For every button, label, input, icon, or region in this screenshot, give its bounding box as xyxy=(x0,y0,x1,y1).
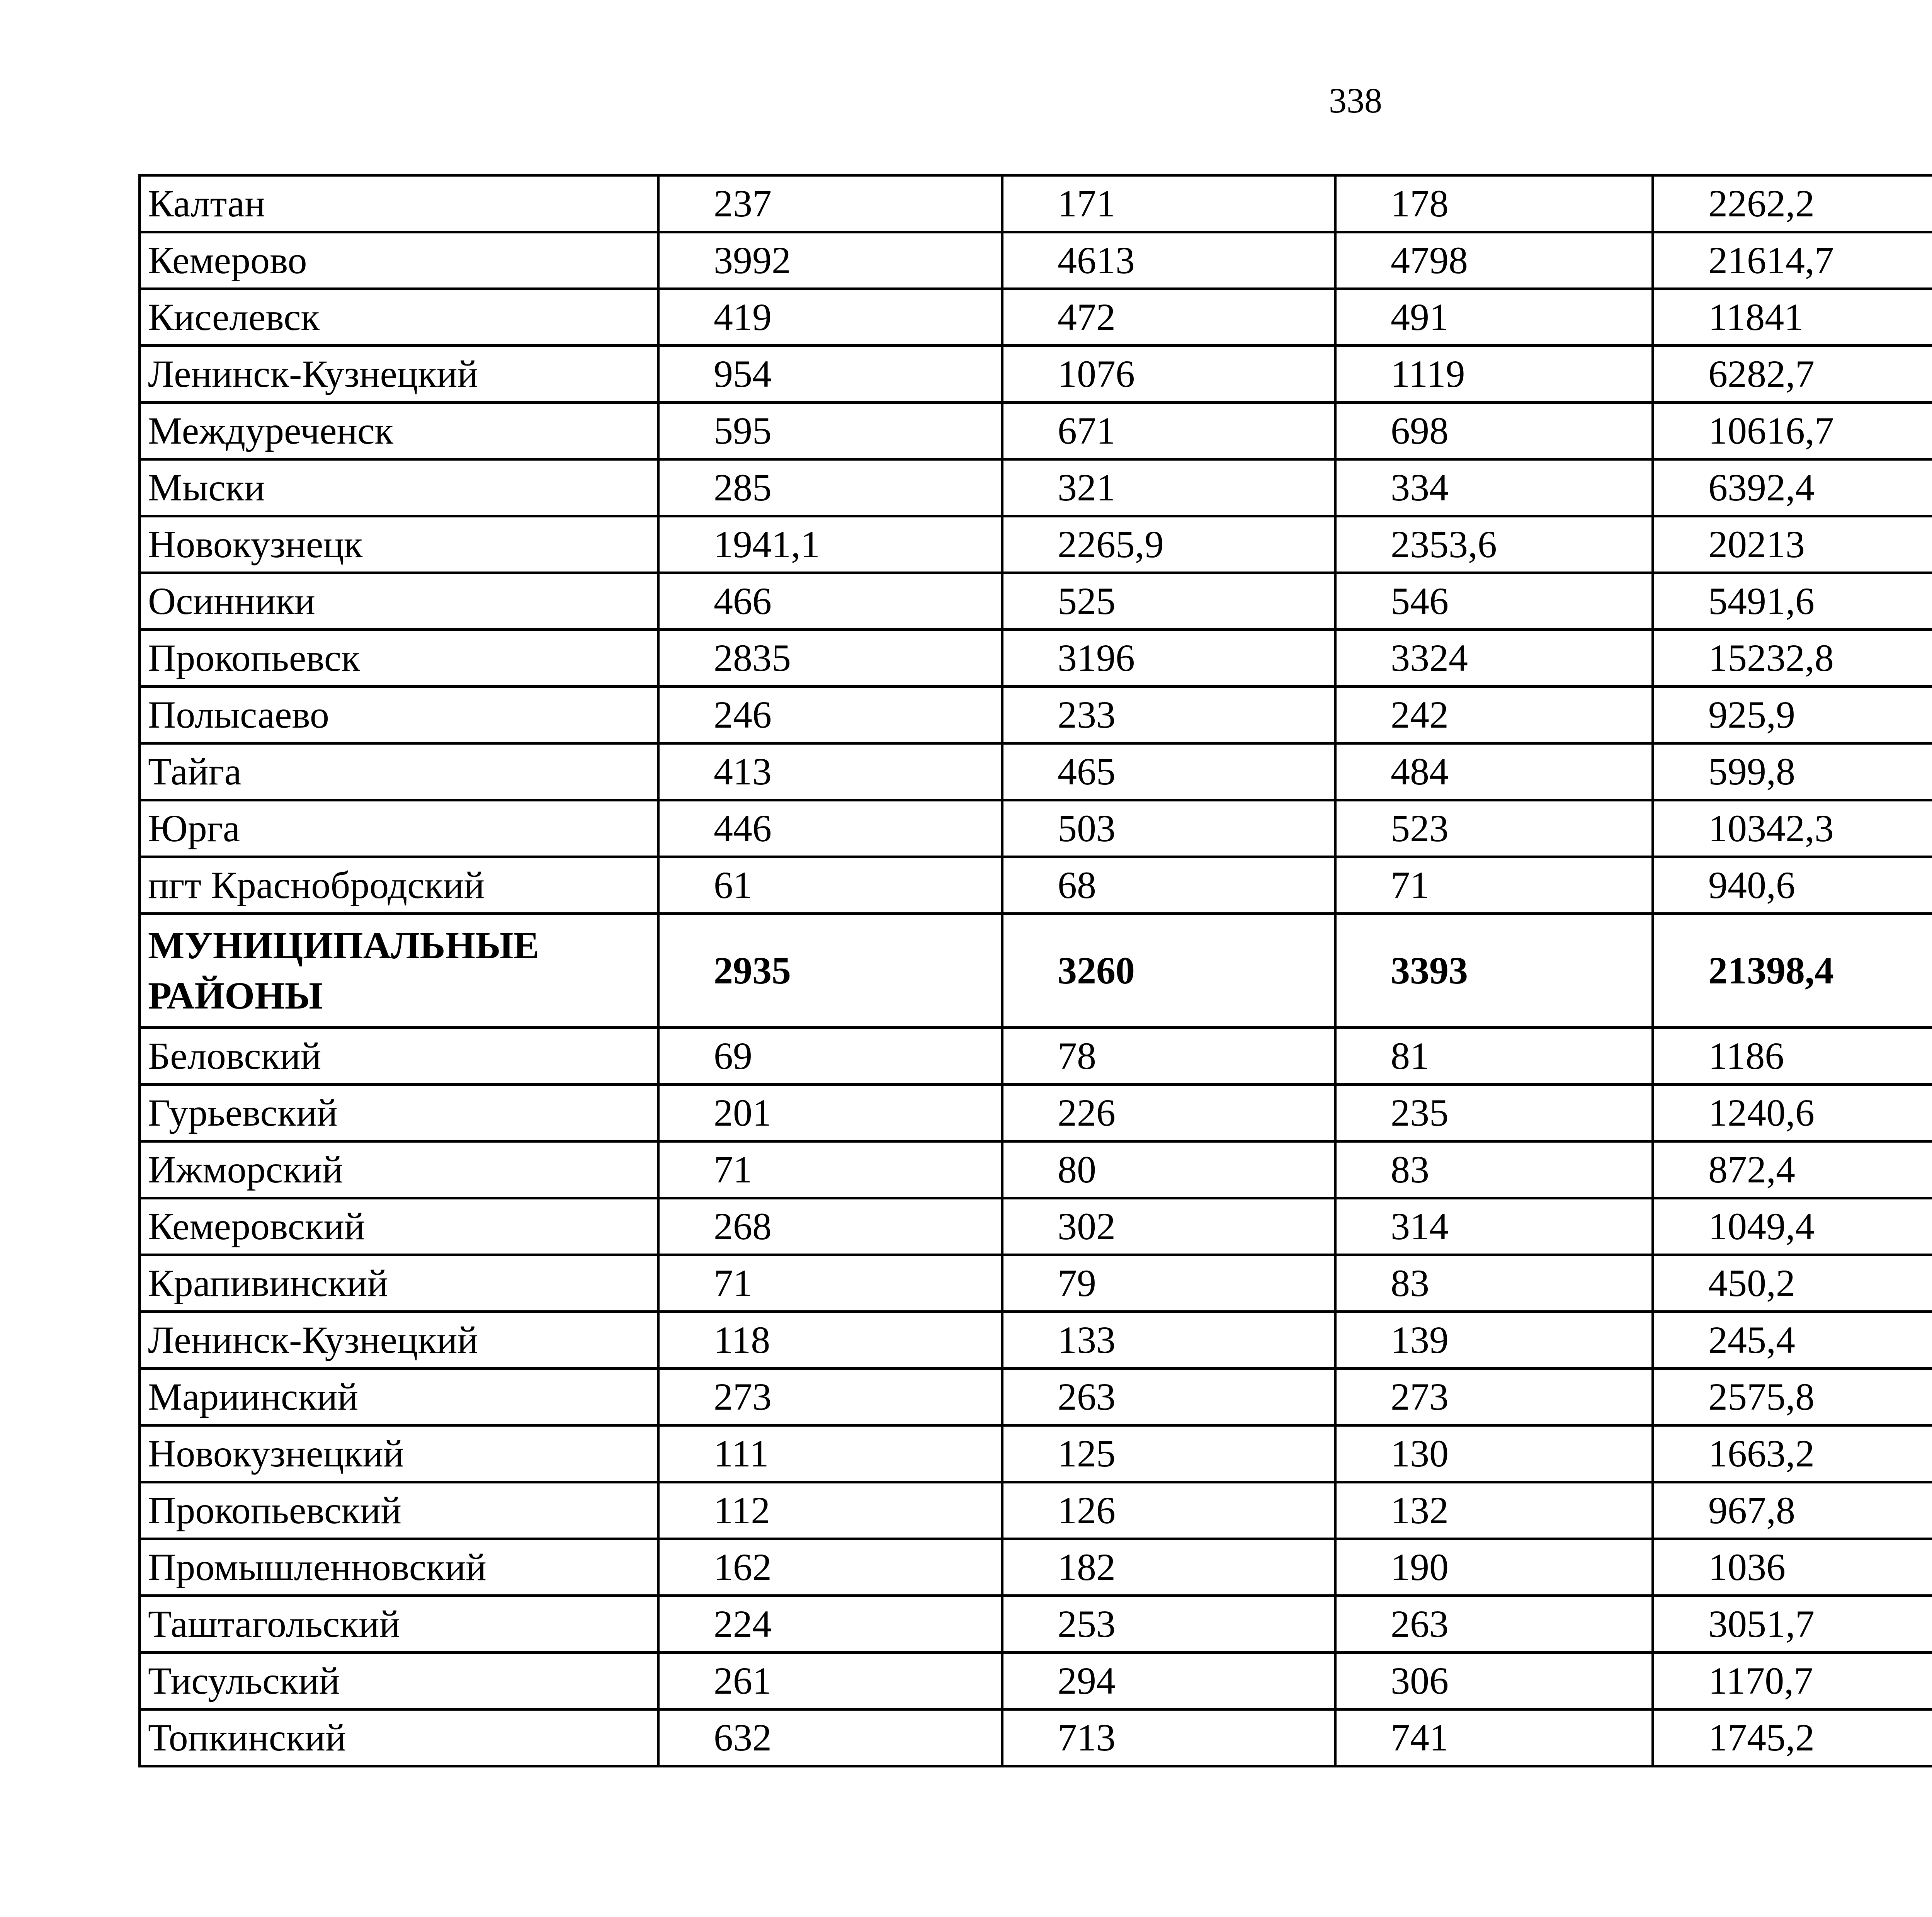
value-cell: 3324 xyxy=(1335,630,1653,687)
value-cell: 126 xyxy=(1002,1482,1335,1539)
value-cell: 20213 xyxy=(1653,516,1932,573)
value-cell: 302 xyxy=(1002,1198,1335,1255)
value-cell: 872,4 xyxy=(1653,1141,1932,1198)
value-cell: 484 xyxy=(1335,743,1653,800)
table-row xyxy=(140,175,1932,232)
value-cell: 21398,4 xyxy=(1653,914,1932,1028)
value-cell: 450,2 xyxy=(1653,1255,1932,1312)
value-cell: 162 xyxy=(658,1539,1002,1596)
row-name-cell: Таштагольский xyxy=(140,1596,658,1653)
value-cell: 3393 xyxy=(1335,914,1653,1028)
value-cell: 2265,9 xyxy=(1002,516,1335,573)
table-row xyxy=(140,1482,1932,1539)
data-table xyxy=(138,174,1932,1767)
table-row xyxy=(140,1369,1932,1425)
value-cell: 226 xyxy=(1002,1085,1335,1141)
table-section-row xyxy=(140,914,1932,1028)
row-name-cell: Ленинск-Кузнецкий xyxy=(140,346,658,403)
table-row xyxy=(140,1312,1932,1369)
value-cell: 10616,7 xyxy=(1653,403,1932,459)
value-cell: 595 xyxy=(658,403,1002,459)
value-cell: 967,8 xyxy=(1653,1482,1932,1539)
row-name-cell: Топкинский xyxy=(140,1709,658,1766)
value-cell: 599,8 xyxy=(1653,743,1932,800)
row-name-cell: Тайга xyxy=(140,743,658,800)
row-name-cell: Новокузнецкий xyxy=(140,1425,658,1482)
value-cell: 3992 xyxy=(658,232,1002,289)
value-cell: 80 xyxy=(1002,1141,1335,1198)
table-row xyxy=(140,1085,1932,1141)
table-row xyxy=(140,1028,1932,1085)
table-row xyxy=(140,800,1932,857)
value-cell: 79 xyxy=(1002,1255,1335,1312)
row-name-cell: Кемерово xyxy=(140,232,658,289)
table-row xyxy=(140,289,1932,346)
value-cell: 182 xyxy=(1002,1539,1335,1596)
value-cell: 133 xyxy=(1002,1312,1335,1369)
value-cell: 954 xyxy=(658,346,1002,403)
value-cell: 139 xyxy=(1335,1312,1653,1369)
value-cell: 285 xyxy=(658,459,1002,516)
value-cell: 525 xyxy=(1002,573,1335,630)
value-cell: 1119 xyxy=(1335,346,1653,403)
value-cell: 81 xyxy=(1335,1028,1653,1085)
value-cell: 11841 xyxy=(1653,289,1932,346)
value-cell: 3260 xyxy=(1002,914,1335,1028)
table-row xyxy=(140,1539,1932,1596)
page-number: 338 xyxy=(1329,81,1382,120)
value-cell: 546 xyxy=(1335,573,1653,630)
row-name-cell: Прокопьевский xyxy=(140,1482,658,1539)
row-name-cell: Мариинский xyxy=(140,1369,658,1425)
table-row xyxy=(140,1425,1932,1482)
value-cell: 6392,4 xyxy=(1653,459,1932,516)
value-cell: 61 xyxy=(658,857,1002,914)
value-cell: 1170,7 xyxy=(1653,1653,1932,1709)
table-row xyxy=(140,1198,1932,1255)
value-cell: 940,6 xyxy=(1653,857,1932,914)
value-cell: 125 xyxy=(1002,1425,1335,1482)
value-cell: 1049,4 xyxy=(1653,1198,1932,1255)
value-cell: 178 xyxy=(1335,175,1653,232)
value-cell: 111 xyxy=(658,1425,1002,1482)
value-cell: 503 xyxy=(1002,800,1335,857)
value-cell: 118 xyxy=(658,1312,1002,1369)
table-row xyxy=(140,743,1932,800)
table-row xyxy=(140,346,1932,403)
value-cell: 273 xyxy=(658,1369,1002,1425)
row-name-cell: МУНИЦИПАЛЬНЫЕ РАЙОНЫ xyxy=(140,914,658,1028)
value-cell: 237 xyxy=(658,175,1002,232)
value-cell: 1240,6 xyxy=(1653,1085,1932,1141)
value-cell: 523 xyxy=(1335,800,1653,857)
value-cell: 1745,2 xyxy=(1653,1709,1932,1766)
row-name-cell: Прокопьевск xyxy=(140,630,658,687)
value-cell: 713 xyxy=(1002,1709,1335,1766)
row-name-cell: Ижморский xyxy=(140,1141,658,1198)
value-cell: 1941,1 xyxy=(658,516,1002,573)
row-name-cell: Междуреченск xyxy=(140,403,658,459)
table-row xyxy=(140,573,1932,630)
value-cell: 83 xyxy=(1335,1255,1653,1312)
value-cell: 419 xyxy=(658,289,1002,346)
value-cell: 245,4 xyxy=(1653,1312,1932,1369)
value-cell: 6282,7 xyxy=(1653,346,1932,403)
value-cell: 2835 xyxy=(658,630,1002,687)
value-cell: 671 xyxy=(1002,403,1335,459)
value-cell: 130 xyxy=(1335,1425,1653,1482)
value-cell: 741 xyxy=(1335,1709,1653,1766)
value-cell: 21614,7 xyxy=(1653,232,1932,289)
row-name-cell: Мыски xyxy=(140,459,658,516)
value-cell: 242 xyxy=(1335,687,1653,743)
value-cell: 3196 xyxy=(1002,630,1335,687)
table-row xyxy=(140,232,1932,289)
row-name-cell: Киселевск xyxy=(140,289,658,346)
value-cell: 1036 xyxy=(1653,1539,1932,1596)
value-cell: 263 xyxy=(1002,1369,1335,1425)
value-cell: 224 xyxy=(658,1596,1002,1653)
value-cell: 171 xyxy=(1002,175,1335,232)
row-name-cell: Кемеровский xyxy=(140,1198,658,1255)
table-row xyxy=(140,1709,1932,1766)
value-cell: 4798 xyxy=(1335,232,1653,289)
value-cell: 235 xyxy=(1335,1085,1653,1141)
value-cell: 2262,2 xyxy=(1653,175,1932,232)
table-row xyxy=(140,516,1932,573)
value-cell: 3051,7 xyxy=(1653,1596,1932,1653)
table-row xyxy=(140,1255,1932,1312)
value-cell: 321 xyxy=(1002,459,1335,516)
table-row xyxy=(140,403,1932,459)
value-cell: 925,9 xyxy=(1653,687,1932,743)
row-name-cell: Гурьевский xyxy=(140,1085,658,1141)
value-cell: 465 xyxy=(1002,743,1335,800)
table-body xyxy=(140,175,1932,1766)
value-cell: 15232,8 xyxy=(1653,630,1932,687)
value-cell: 71 xyxy=(658,1255,1002,1312)
value-cell: 2935 xyxy=(658,914,1002,1028)
row-name-cell: Юрга xyxy=(140,800,658,857)
row-name-cell: Новокузнецк xyxy=(140,516,658,573)
value-cell: 263 xyxy=(1335,1596,1653,1653)
row-name-cell: Калтан xyxy=(140,175,658,232)
value-cell: 83 xyxy=(1335,1141,1653,1198)
row-name-cell: Беловский xyxy=(140,1028,658,1085)
value-cell: 132 xyxy=(1335,1482,1653,1539)
value-cell: 2353,6 xyxy=(1335,516,1653,573)
table-row xyxy=(140,1596,1932,1653)
table-row xyxy=(140,687,1932,743)
value-cell: 4613 xyxy=(1002,232,1335,289)
value-cell: 71 xyxy=(658,1141,1002,1198)
value-cell: 1186 xyxy=(1653,1028,1932,1085)
table-row xyxy=(140,857,1932,914)
value-cell: 466 xyxy=(658,573,1002,630)
value-cell: 112 xyxy=(658,1482,1002,1539)
value-cell: 190 xyxy=(1335,1539,1653,1596)
value-cell: 253 xyxy=(1002,1596,1335,1653)
value-cell: 201 xyxy=(658,1085,1002,1141)
value-cell: 413 xyxy=(658,743,1002,800)
value-cell: 314 xyxy=(1335,1198,1653,1255)
value-cell: 491 xyxy=(1335,289,1653,346)
row-name-cell: Промышленновский xyxy=(140,1539,658,1596)
value-cell: 5491,6 xyxy=(1653,573,1932,630)
table-row xyxy=(140,630,1932,687)
value-cell: 268 xyxy=(658,1198,1002,1255)
value-cell: 10342,3 xyxy=(1653,800,1932,857)
row-name-cell: Полысаево xyxy=(140,687,658,743)
value-cell: 306 xyxy=(1335,1653,1653,1709)
value-cell: 233 xyxy=(1002,687,1335,743)
value-cell: 334 xyxy=(1335,459,1653,516)
value-cell: 246 xyxy=(658,687,1002,743)
table-row xyxy=(140,459,1932,516)
value-cell: 261 xyxy=(658,1653,1002,1709)
row-name-cell: Осинники xyxy=(140,573,658,630)
row-name-cell: Ленинск-Кузнецкий xyxy=(140,1312,658,1369)
value-cell: 1076 xyxy=(1002,346,1335,403)
value-cell: 632 xyxy=(658,1709,1002,1766)
value-cell: 273 xyxy=(1335,1369,1653,1425)
row-name-cell: пгт Краснобродский xyxy=(140,857,658,914)
row-name-cell: Крапивинский xyxy=(140,1255,658,1312)
value-cell: 472 xyxy=(1002,289,1335,346)
table-row xyxy=(140,1141,1932,1198)
value-cell: 71 xyxy=(1335,857,1653,914)
value-cell: 68 xyxy=(1002,857,1335,914)
value-cell: 69 xyxy=(658,1028,1002,1085)
value-cell: 698 xyxy=(1335,403,1653,459)
value-cell: 294 xyxy=(1002,1653,1335,1709)
value-cell: 446 xyxy=(658,800,1002,857)
value-cell: 78 xyxy=(1002,1028,1335,1085)
row-name-cell: Тисульский xyxy=(140,1653,658,1709)
table-row xyxy=(140,1653,1932,1709)
value-cell: 1663,2 xyxy=(1653,1425,1932,1482)
value-cell: 2575,8 xyxy=(1653,1369,1932,1425)
